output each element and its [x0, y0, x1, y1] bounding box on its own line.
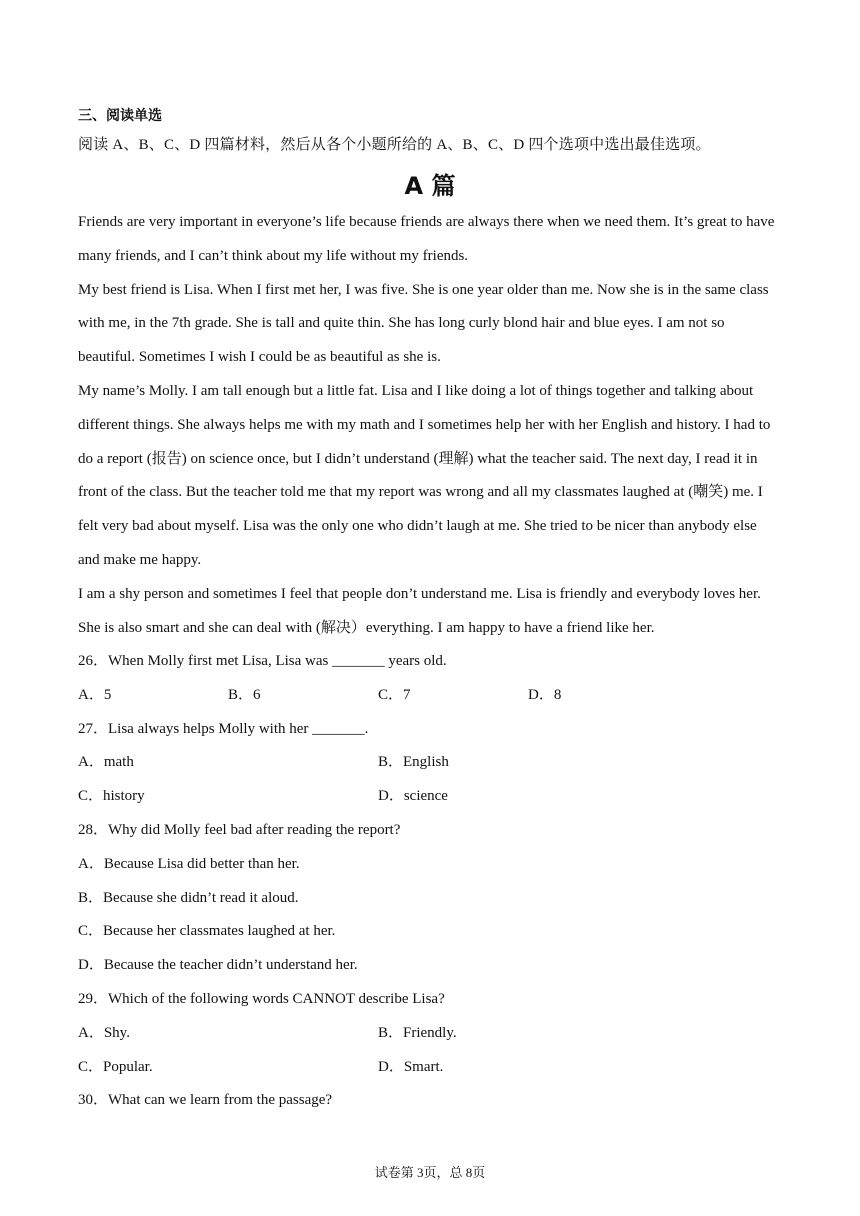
option-a[interactable]: A．Because Lisa did better than her. [78, 855, 300, 872]
question-stem: 28．Why did Molly feel bad after reading the report? [78, 821, 401, 838]
passage-title: A 篇 [404, 172, 456, 200]
question-stem: 27．Lisa always helps Molly with her _______. [78, 720, 369, 737]
option-a[interactable]: A．math [78, 754, 134, 771]
passage-paragraph: I am a shy person and sometimes I feel that people don’t understand me. Lisa is friendly and everybody loves her. She is also smart and she can deal with (解决）everything. I am happy to have a friend like her. [78, 585, 761, 636]
option-b[interactable]: B．English [378, 754, 449, 771]
question-stem: 29．Which of the following words CANNOT describe Lisa? [78, 990, 445, 1007]
option-b[interactable]: B．6 [228, 686, 261, 703]
option-row [78, 1017, 782, 1051]
question-stem: 26．When Molly first met Lisa, Lisa was _______ years old. [78, 653, 447, 669]
option-a[interactable]: A．5 [78, 686, 112, 703]
option-c[interactable]: C．Because her classmates laughed at her. [78, 923, 336, 940]
passage-body [78, 206, 782, 645]
page-footer: 试卷第 3页，总 8页 [374, 1165, 486, 1180]
option-row [78, 1051, 782, 1085]
option-row [78, 746, 782, 780]
passage-paragraph: Friends are very important in everyone’s life because friends are always there when we need them. It’s great to have many friends, and I can’t think about my life without my friends. [78, 214, 775, 264]
option-d[interactable]: D．science [378, 788, 448, 805]
option-b[interactable]: B．Friendly. [378, 1024, 457, 1041]
option-c[interactable]: C．history [78, 788, 145, 805]
passage-paragraph: My best friend is Lisa. When I first met her, I was five. She is one year older than me. Now she is in the same class with me, in the 7th grade. She is tall and quite thin. She has long curly blond hair and blue eyes. I am not so beautiful. Sometimes I wish I could be as beautiful as she is. [78, 281, 769, 366]
option-d[interactable]: D．Smart. [378, 1058, 444, 1075]
option-d[interactable]: D．8 [528, 686, 562, 703]
passage-paragraph: My name’s Molly. I am tall enough but a little fat. Lisa and I like doing a lot of things together and talking about different things. She always helps me with my math and I sometimes help her with her English and history. I had to do a report (报告) on science once, but I didn’t understand (理解) what the teacher said. The next day, I read it in front of the class. But the teacher told me that my report was wrong and all my classmates laughed at (嘲笑) me. I felt very bad about myself. Lisa was the only one who didn’t laugh at me. She tried to be nicer than anybody else and make me happy. [78, 382, 771, 568]
option-row [78, 679, 782, 713]
question-list [78, 645, 782, 1118]
option-row [78, 780, 782, 814]
option-c[interactable]: C．7 [378, 686, 411, 703]
option-a[interactable]: A．Shy. [78, 1024, 130, 1041]
section-title: 三、阅读单选 [78, 108, 162, 124]
option-c[interactable]: C．Popular. [78, 1058, 153, 1075]
question-stem: 30．What can we learn from the passage? [78, 1092, 333, 1109]
section-instruction: 阅读 A、B、C、D 四篇材料，然后从各个小题所给的 A、B、C、D 四个选项中选出最佳选项。 [78, 137, 711, 153]
option-b[interactable]: B．Because she didn’t read it aloud. [78, 889, 299, 906]
option-d[interactable]: D．Because the teacher didn’t understand her. [78, 957, 358, 974]
